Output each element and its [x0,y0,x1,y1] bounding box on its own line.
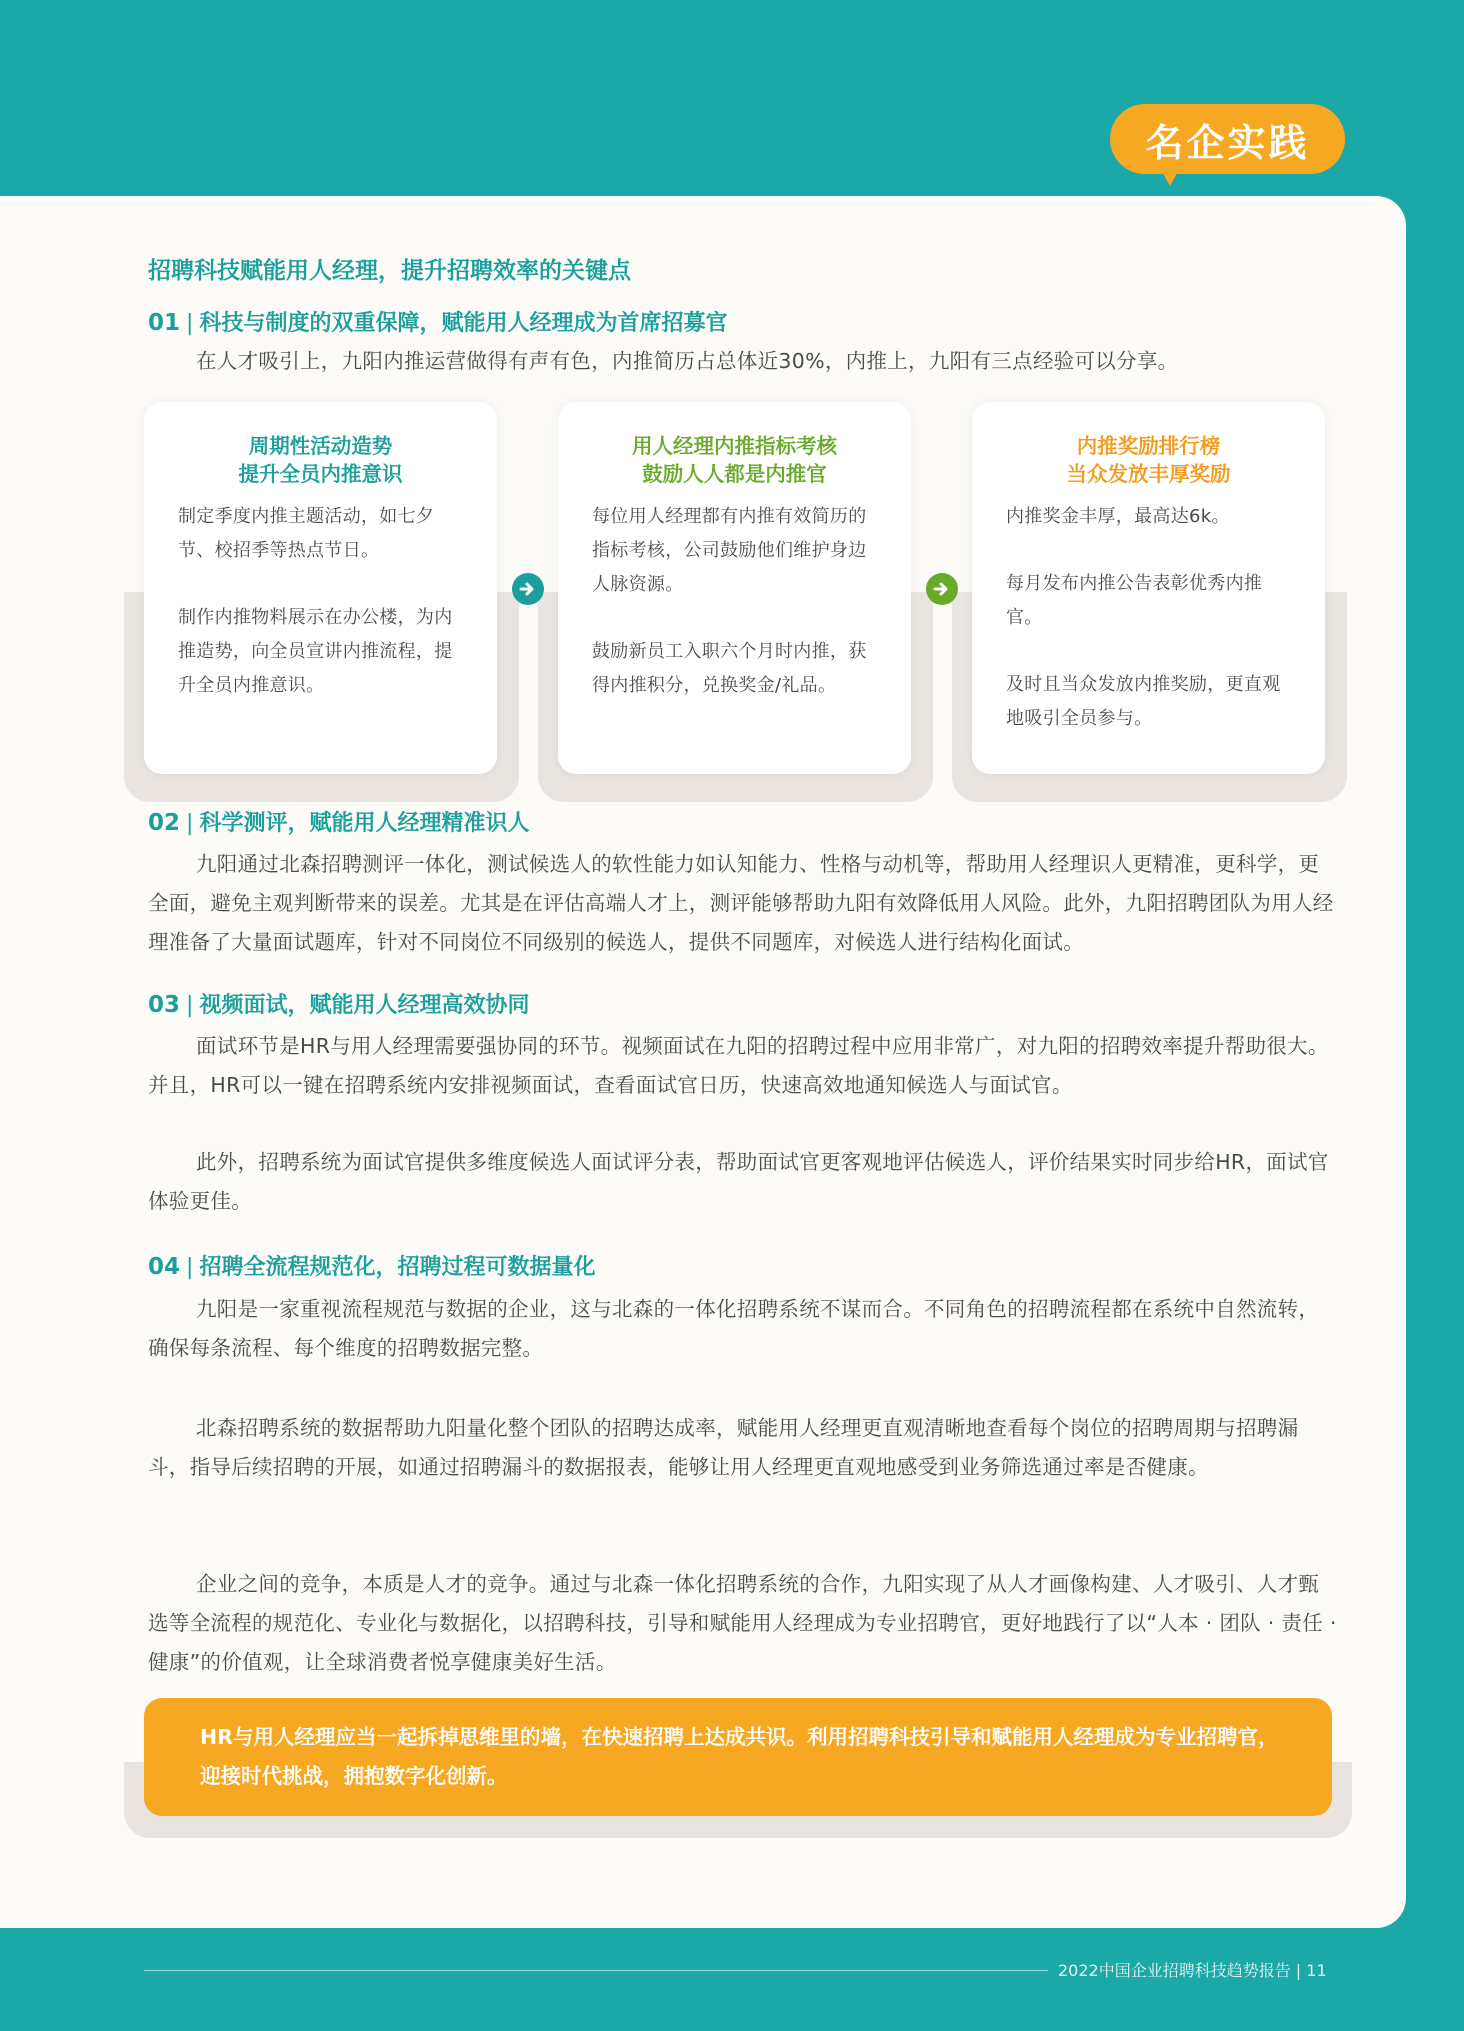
card-item: 及时且当众发放内推奖励，更直观地吸引全员参与。 [1006,674,1281,729]
section-title: 视频面试，赋能用人经理高效协同 [199,993,530,1018]
main-title: 招聘科技赋能用人经理，提升招聘效率的关键点 [148,258,631,284]
section-badge: 名企实践 [1110,104,1345,174]
section-01-paragraph: 在人才吸引上，九阳内推运营做得有声有色，内推简历占总体近30%，内推上，九阳有三点经验可以分享。 [196,349,1179,373]
card-1 [144,402,497,774]
card-title-line2: 当众发放丰厚奖励 [1066,462,1231,486]
card-item: 制作内推物料展示在办公楼，为内推造势，向全员宣讲内推流程，提升全员内推意识。 [178,607,453,696]
arrow-right-icon [926,573,958,605]
section-number: 01 [148,310,181,336]
footer-text: 2022中国企业招聘科技趋势报告 | 11 [1058,1961,1327,1980]
arrow-right-icon [512,573,544,605]
card-3 [972,402,1325,774]
card-title-line2: 鼓励人人都是内推官 [642,462,827,486]
section-02-paragraph: 九阳通过北森招聘测评一体化，测试候选人的软性能力如认知能力、性格与动机等，帮助用人经理识人更精准，更科学，更全面，避免主观判断带来的误差。尤其是在评估高端人才上，测评能够帮助九阳有效降低用人风险。此外，九阳招聘团队为用人经理准备了大量面试题库，针对不同岗位不同级别的候选人，提供不同题库，对候选人进行结构化面试。 [148,852,1334,954]
section-divider: | [186,311,194,336]
section-title: 科技与制度的双重保障，赋能用人经理成为首席招募官 [199,311,728,336]
card-item: 每位用人经理都有内推有效简历的指标考核，公司鼓励他们维护身边人脉资源。 [592,506,867,595]
badge-tail [1158,164,1182,186]
section-divider: | [186,811,194,836]
section-03-paragraph: 此外，招聘系统为面试官提供多维度候选人面试评分表，帮助面试官更客观地评估候选人，评价结果实时同步给HR，面试官体验更佳。 [148,1150,1329,1213]
section-02-heading [148,806,529,837]
footer-divider [144,1970,1048,1971]
card-title-line1: 内推奖励排行榜 [1076,434,1221,458]
card-title-line1: 周期性活动造势 [248,434,393,458]
section-number: 03 [148,992,181,1018]
card-item: 鼓励新员工入职六个月时内推，获得内推积分，兑换奖金/礼品。 [592,641,867,696]
card-title-line1: 用人经理内推指标考核 [632,434,837,458]
section-divider: | [186,1255,194,1280]
card-2 [558,402,911,774]
card-item: 制定季度内推主题活动，如七夕节、校招季等热点节日。 [178,506,435,561]
section-04-heading [148,1250,595,1281]
section-04-paragraph: 企业之间的竞争，本质是人才的竞争。通过与北森一体化招聘系统的合作，九阳实现了从人才画像构建、人才吸引、人才甄选等全流程的规范化、专业化与数据化，以招聘科技，引导和赋能用人经理成为专业招聘官，更好地践行了以“人本 · 团队 · 责任 · 健康”的价值观，让全球消费者悦享健康美好生活。 [148,1572,1337,1674]
card-title-line2: 提升全员内推意识 [238,462,403,486]
highlight-text: HR与用人经理应当一起拆掉思维里的墙，在快速招聘上达成共识。利用招聘科技引导和赋能用人经理成为专业招聘官，迎接时代挑战，拥抱数字化创新。 [200,1725,1279,1788]
section-03-paragraph: 面试环节是HR与用人经理需要强协同的环节。视频面试在九阳的招聘过程中应用非常广，对九阳的招聘效率提升帮助很大。并且，HR可以一键在招聘系统内安排视频面试，查看面试官日历，快速高效地通知候选人与面试官。 [148,1034,1329,1097]
section-04-paragraph: 九阳是一家重视流程规范与数据的企业，这与北森的一体化招聘系统不谋而合。不同角色的招聘流程都在系统中自然流转，确保每条流程、每个维度的招聘数据完整。 [148,1297,1320,1360]
section-title: 科学测评，赋能用人经理精准识人 [199,811,530,836]
card-item: 每月发布内推公告表彰优秀内推官。 [1006,573,1263,628]
section-04-paragraph: 北森招聘系统的数据帮助九阳量化整个团队的招聘达成率，赋能用人经理更直观清晰地查看每个岗位的招聘周期与招聘漏斗，指导后续招聘的开展，如通过招聘漏斗的数据报表，能够让用人经理更直观地感受到业务筛选通过率是否健康。 [148,1416,1299,1479]
section-divider: | [186,993,194,1018]
section-number: 02 [148,810,181,836]
section-number: 04 [148,1254,181,1280]
section-01-heading [148,306,727,337]
section-03-heading [148,988,529,1019]
card-item: 内推奖金丰厚，最高达6k。 [1006,506,1230,527]
highlight-box [144,1698,1332,1816]
section-title: 招聘全流程规范化，招聘过程可数据量化 [199,1255,596,1280]
